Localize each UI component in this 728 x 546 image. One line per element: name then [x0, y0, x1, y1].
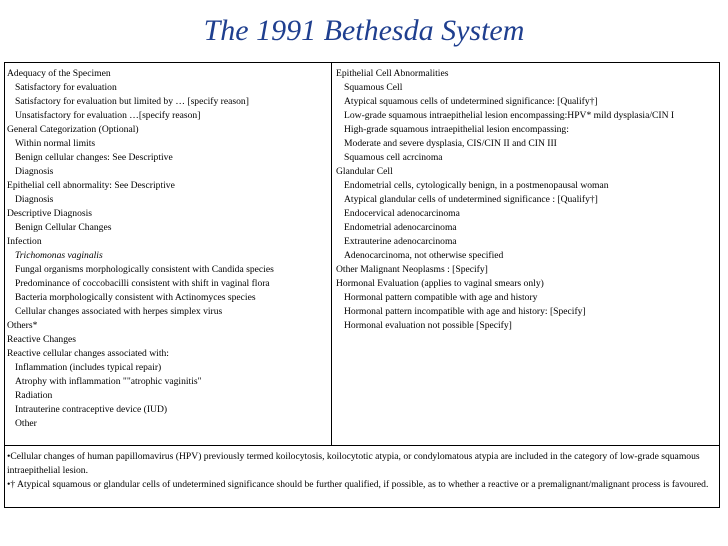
table-line: Hormonal pattern compatible with age and history [344, 292, 538, 303]
table-line: General Categorization (Optional) [7, 124, 139, 135]
table-line: Fungal organisms morphologically consistent with Candida species [15, 264, 274, 275]
table-line: Within normal limits [15, 138, 96, 149]
table-line: Epithelial cell abnormality: See Descriptive [7, 180, 175, 191]
table-line: Benign Cellular Changes [15, 222, 112, 233]
table-line: Atrophy with inflammation ""atrophic vaginitis" [15, 376, 202, 387]
table-line: Satisfactory for evaluation [15, 82, 117, 93]
table-line: Atypical glandular cells of undetermined significance : [Qualify†] [344, 194, 598, 205]
table-line: Intrauterine contraceptive device (IUD) [15, 404, 168, 415]
table-line: Adenocarcinoma, not otherwise specified [344, 250, 504, 261]
table-line: Others* [7, 320, 38, 331]
table-line: Reactive Changes [7, 334, 76, 345]
table-line: Endometrial adenocarcinoma [344, 222, 457, 233]
table-line: Glandular Cell [336, 166, 393, 177]
table-line: Low-grade squamous intraepithelial lesion encompassing:HPV* mild dysplasia/CIN I [344, 110, 675, 121]
page-title: The 1991 Bethesda System [203, 14, 525, 47]
footnote: •† Atypical squamous or glandular cells of undetermined significance should be further qualified, if possible, as to whether a reactive or a premalignant/malignant process is favoured. [7, 479, 709, 490]
table-line: Inflammation (includes typical repair) [15, 362, 162, 373]
table-line: Squamous cell acrcinoma [344, 152, 443, 163]
table-line: Hormonal Evaluation (applies to vaginal smears only) [336, 278, 544, 289]
table-line: Epithelial Cell Abnormalities [336, 68, 449, 79]
table-line: Infection [7, 236, 42, 247]
table-line: Satisfactory for evaluation but limited by … [specify reason] [15, 96, 249, 107]
footnote: •Cellular changes of human papillomavirus (HPV) previously termed koilocytosis, koilocytotic atypia, or condylomatous atypia are included in the category of low-grade squamous intraepithelial lesion. [7, 451, 700, 476]
table-line: Hormonal pattern incompatible with age and history: [Specify] [344, 306, 586, 317]
table-line: Extrauterine adenocarcinoma [344, 236, 457, 247]
table-line: Trichomonas vaginalis [15, 250, 103, 261]
table-line: Reactive cellular changes associated with: [7, 348, 169, 359]
footnotes [5, 445, 719, 507]
left-column [5, 63, 332, 445]
table-line: Cellular changes associated with herpes simplex virus [15, 306, 223, 317]
table-line: Diagnosis [15, 194, 54, 205]
table-line: Unsatisfactory for evaluation …[specify reason] [15, 110, 201, 121]
table-line: Squamous Cell [344, 82, 403, 93]
table-line: Predominance of coccobacilli consistent with shift in vaginal flora [15, 278, 270, 289]
table-line: Bacteria morphologically consistent with Actinomyces species [15, 292, 256, 303]
table-line: Endometrial cells, cytologically benign, in a postmenopausal woman [344, 180, 609, 191]
table-line: Endocervical adenocarcinoma [344, 208, 460, 219]
table-line: Hormonal evaluation not possible [Specify] [344, 320, 512, 331]
right-column [332, 63, 719, 445]
table-line: Adequacy of the Specimen [7, 68, 111, 79]
table-line: Diagnosis [15, 166, 54, 177]
table-line: Radiation [15, 390, 53, 401]
table-line: Benign cellular changes: See Descriptive [15, 152, 173, 163]
bethesda-table [4, 62, 720, 508]
table-line: Other Malignant Neoplasms : [Specify] [336, 264, 488, 275]
table-line: Atypical squamous cells of undetermined significance: [Qualify†] [344, 96, 598, 107]
table-line: High-grade squamous intraepithelial lesion encompassing: [344, 124, 569, 135]
table-line: Moderate and severe dysplasia, CIS/CIN II and CIN III [344, 138, 557, 149]
table-line: Descriptive Diagnosis [7, 208, 92, 219]
table-line: Other [15, 418, 37, 429]
